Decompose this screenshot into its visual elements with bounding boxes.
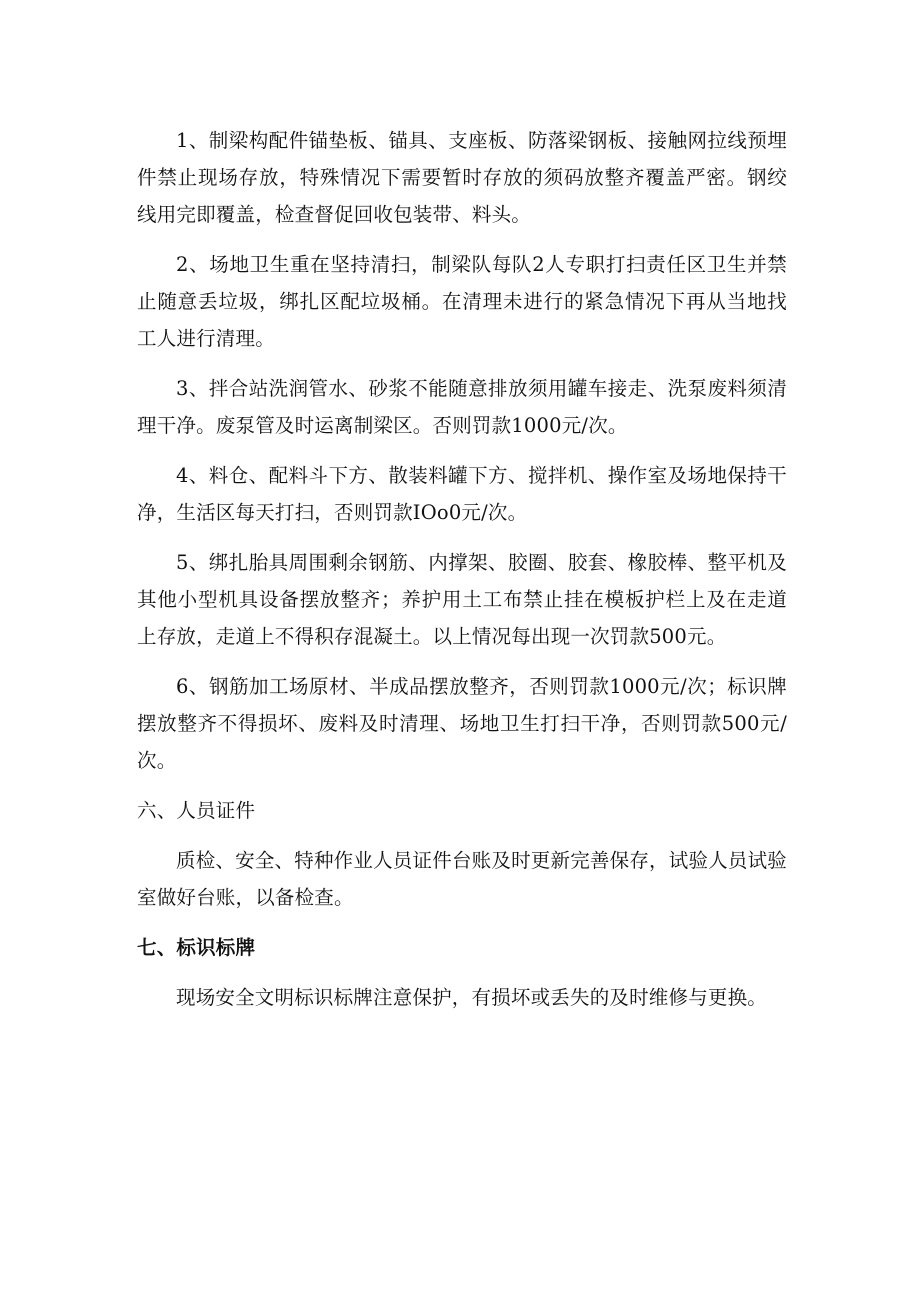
paragraph-item-6: 6、钢筋加工场原材、半成品摆放整齐，否则罚款1000元/次；标识牌摆放整齐不得损坏、废料及时清理、场地卫生打扫干净，否则罚款500元/次。: [137, 675, 787, 772]
paragraph-item-3: 3、拌合站洗润管水、砂浆不能随意排放须用罐车接走、洗泵废料须清理干净。废泵管及时运离制梁区。否则罚款1000元/次。: [137, 377, 787, 437]
section-heading-personnel-certificates: 六、人员证件: [137, 799, 256, 822]
section-heading-signage: 七、标识标牌: [137, 936, 256, 959]
paragraph-signage: 现场安全文明标识标牌注意保护，有损坏或丢失的及时维修与更换。: [176, 986, 768, 1009]
paragraph-personnel-certificates: 质检、安全、特种作业人员证件台账及时更新完善保存，试验人员试验室做好台账，以备检查。: [137, 849, 787, 909]
paragraph-item-5: 5、绑扎胎具周围剩余钢筋、内撑架、胶圈、胶套、橡胶棒、整平机及其他小型机具设备摆放整齐；养护用土工布禁止挂在模板护栏上及在走道上存放，走道上不得积存混凝土。以上情况每出现一次罚款500元。: [137, 551, 787, 648]
paragraph-item-4: 4、料仓、配料斗下方、散装料罐下方、搅拌机、操作室及场地保持干净，生活区每天打扫，否则罚款IOo0元/次。: [137, 464, 787, 524]
document-body: [137, 122, 787, 1016]
paragraph-item-2: 2、场地卫生重在坚持清扫，制梁队每队2人专职打扫责任区卫生并禁止随意丢垃圾，绑扎区配垃圾桶。在清理未进行的紧急情况下再从当地找工人进行清理。: [137, 253, 787, 350]
paragraph-item-1: 1、制梁构配件锚垫板、锚具、支座板、防落梁钢板、接触网拉线预埋件禁止现场存放，特殊情况下需要暂时存放的须码放整齐覆盖严密。钢绞线用完即覆盖，检查督促回收包装带、料头。: [137, 129, 787, 226]
